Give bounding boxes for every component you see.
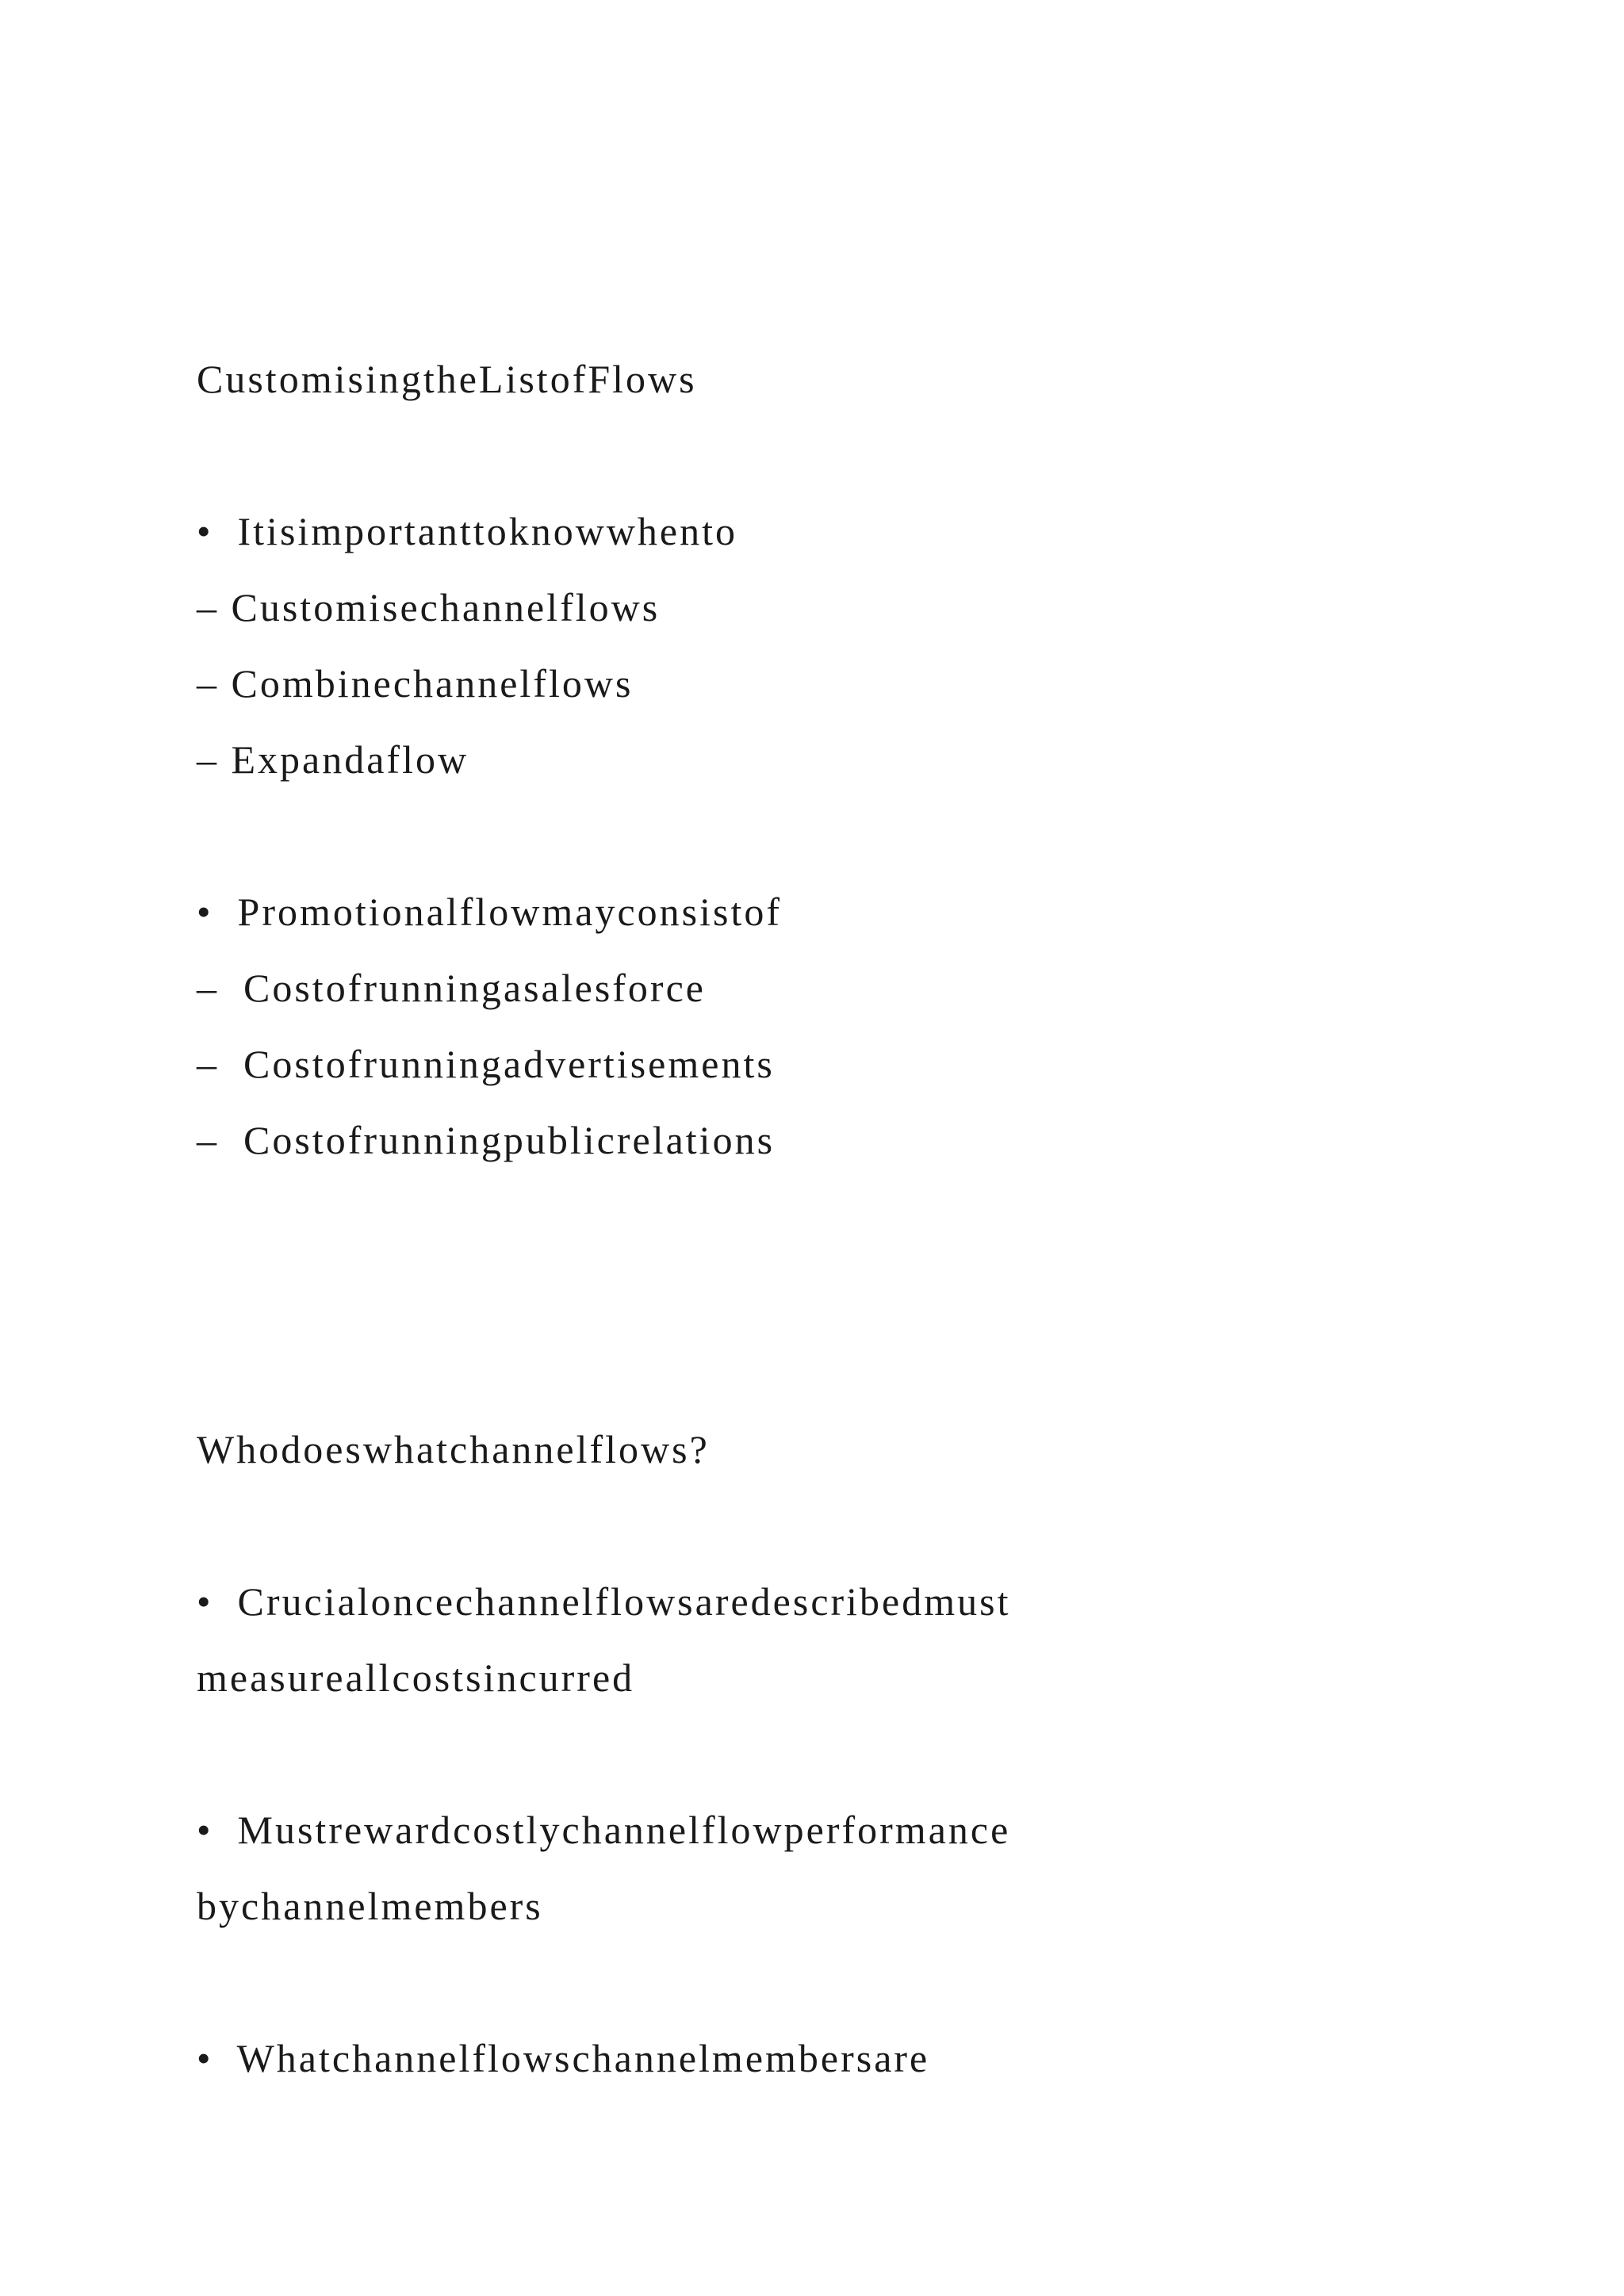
section-title-customising: CustomisingtheListofFlows [197, 357, 697, 401]
bullet-item: • Itisimportanttoknowwhento [197, 509, 737, 553]
sub-item: – Costofrunningasalesforce [197, 966, 706, 1010]
bullet-item: • Crucialoncechannelflowsaredescribedmust [197, 1579, 1011, 1624]
sub-item: – Expandaflow [197, 737, 469, 782]
sub-item: – Combinechannelflows [197, 661, 634, 706]
section-title-who-does-what: Whodoeswhatchannelflows? [197, 1427, 710, 1471]
bullet-item: • Mustrewardcostlychannelflowperformance [197, 1808, 1011, 1852]
bullet-item: • Whatchannelflowschannelmembersare [197, 2036, 930, 2080]
bullet-item: • Promotionalflowmayconsistof [197, 890, 782, 934]
sub-item: – Costofrunningpublicrelations [197, 1118, 776, 1162]
bullet-continuation: measureallcostsincurred [197, 1655, 635, 1700]
bullet-continuation: bychannelmembers [197, 1884, 543, 1928]
sub-item: – Customisechannelflows [197, 585, 661, 629]
sub-item: – Costofrunningadvertisements [197, 1042, 775, 1086]
